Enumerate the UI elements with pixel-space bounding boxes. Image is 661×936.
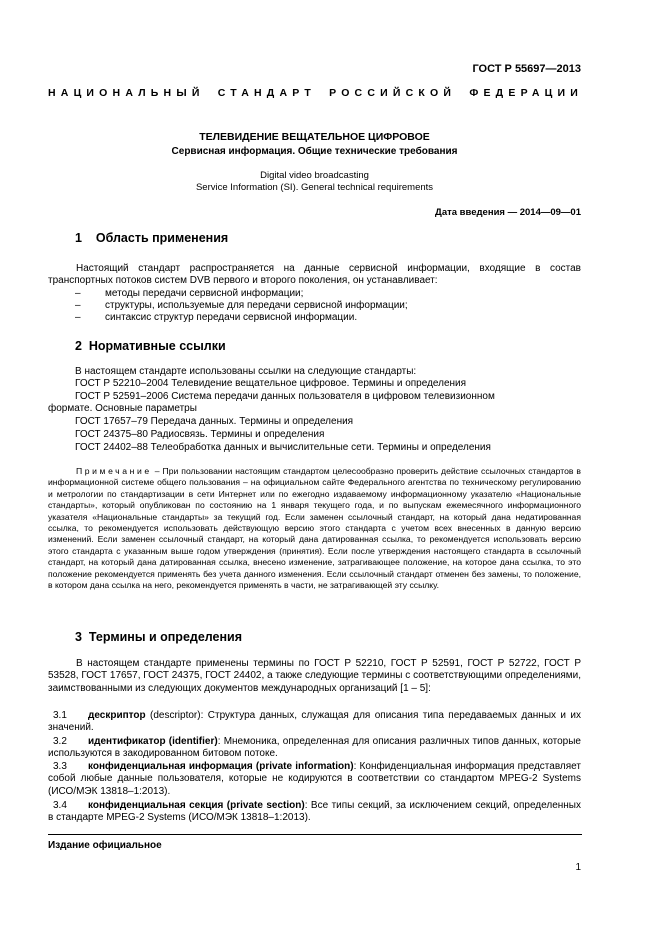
section3-heading: 3 Термины и определения xyxy=(75,630,243,644)
term-number: 3.2 xyxy=(53,736,67,747)
edition-label: Издание официальное xyxy=(48,840,162,851)
term-definition: : Мнемоника, определенная для описания различных типов данных, которые используются в закодированном битовом потоке. xyxy=(48,736,581,760)
title-ru-main: ТЕЛЕВИДЕНИЕ ВЕЩАТЕЛЬНОЕ ЦИФРОВОЕ xyxy=(199,131,430,143)
term-number: 3.3 xyxy=(53,761,67,772)
note-paragraph xyxy=(48,466,581,591)
section3-intro: В настоящем стандарте применены термины по ГОСТ Р 52210, ГОСТ Р 52591, ГОСТ Р 52722, ГОСТ Р 53528, ГОСТ 17657, ГОСТ 24375, ГОСТ 24402, а также следующие термины с соответствующими определениями, заимствованными из следующих документов международных организаций [1 – 5]: xyxy=(48,658,581,694)
title-en-main: Digital video broadcasting xyxy=(260,170,369,181)
note-label: Примечание xyxy=(76,466,152,476)
term-en: (private information) xyxy=(252,761,354,772)
footer-divider xyxy=(48,834,582,835)
term-definition: : Все типы секций, за исключением секций, определенных в стандарте MPEG-2 Systems (ИСО/МЭК 13818–1:2013). xyxy=(48,800,581,824)
page-number: 1 xyxy=(575,862,581,873)
term-definition: : Конфиденциальная информация представляет собой любые данные пользователя, которые не кодируются в соответствии со стандартом MPEG-2 Systems (ИСО/МЭК 13818–1:2013). xyxy=(48,761,581,797)
reference-item: ГОСТ 17657–79 Передача данных. Термины и определения xyxy=(75,416,354,427)
list-item-text: структуры, используемые для передачи сервисной информации; xyxy=(105,300,408,311)
term-entry xyxy=(48,761,581,798)
dash-marker: – xyxy=(75,312,81,323)
reference-item: ГОСТ 24402–88 Телеобработка данных и вычислительные сети. Термины и определения xyxy=(75,442,491,453)
dash-marker: – xyxy=(75,288,81,299)
dash-marker: – xyxy=(75,300,81,311)
reference-item: ГОСТ Р 52210–2004 Телевидение вещательное цифровое. Термины и определения xyxy=(75,378,467,389)
term-name: конфиденциальная секция xyxy=(88,800,224,811)
term-name: дескриптор xyxy=(88,710,146,721)
national-standard-banner: НАЦИОНАЛЬНЫЙ СТАНДАРТ РОССИЙСКОЙ ФЕДЕРАЦИИ xyxy=(48,87,583,99)
intro-date: Дата введения — 2014—09—01 xyxy=(435,207,581,218)
reference-item: ГОСТ Р 52591–2006 Система передачи данных пользователя в цифровом телевизионном xyxy=(75,391,495,402)
note-text: – При пользовании настоящим стандартом целесообразно проверить действие ссылочных стандартов в информационной системе общего пользования – на официальном сайте Федерального агентства по техническому регулированию и метрологии по стандартизации в сети Интернет или по ежегодно издаваемому информационному указателю «Национальные стандарты», который опубликован по состоянию на 1 января текущего года, и по выпускам ежемесячного информационного указателя «Национальные стандарты» за текущий год. Если заменен ссылочный стандарт, на который дана недатированная ссылка, то рекомендуется использовать действующую версию этого стандарта с учетом всех внесенных в данную версию изменений. Если заменен ссылочный стандарт, на который дана датированная ссылка, то рекомендуется использовать версию этого стандарта с указанным выше годом утверждения (принятия). Если после утверждения настоящего стандарта в ссылочный стандарт, на который дана датированная ссылка, внесено изменение, затрагивающее положение, на которое дана ссылка, то это положение рекомендуется применять без учета данного изменения. Если ссылочный стандарт отменен без замены, то положение, в котором дана ссылка на него, рекомендуется применять в части, не затрагивающей эту ссылку. xyxy=(48,466,581,591)
list-item-text: синтаксис структур передачи сервисной информации. xyxy=(105,312,358,323)
section1-list-item xyxy=(75,312,357,323)
term-en: (private section) xyxy=(223,800,305,811)
title-en-sub: Service Information (SI). General technical requirements xyxy=(195,182,434,193)
term-en: (identifier) xyxy=(165,736,218,747)
list-item-text: методы передачи сервисной информации; xyxy=(105,288,304,299)
section1-list-item xyxy=(75,288,303,299)
term-definition: : Структура данных, служащая для описания типа передаваемых данных и их значений. xyxy=(48,710,581,734)
section1-heading: 1 Область применения xyxy=(75,231,229,245)
term-entry xyxy=(48,800,581,825)
title-ru-sub: Сервисная информация. Общие технические требования xyxy=(171,146,458,157)
term-entry xyxy=(48,710,581,735)
gost-code: ГОСТ Р 55697—2013 xyxy=(472,63,581,75)
section1-paragraph: Настоящий стандарт распространяется на данные сервисной информации, входящие в состав транспортных потоков систем DVB первого и второго поколения, он устанавливает: xyxy=(48,263,581,287)
term-number: 3.4 xyxy=(53,800,67,811)
section2-heading: 2 Нормативные ссылки xyxy=(75,339,226,353)
term-name: идентификатор xyxy=(88,736,166,747)
reference-item: ГОСТ 24375–80 Радиосвязь. Термины и определения xyxy=(75,429,325,440)
term-entry xyxy=(48,736,581,761)
reference-item-continuation: формате. Основные параметры xyxy=(48,403,197,414)
term-number: 3.1 xyxy=(53,710,67,721)
section1-list-item xyxy=(75,300,408,311)
term-name: конфиденциальная информация xyxy=(88,761,253,772)
term-en: (descriptor) xyxy=(145,710,201,721)
refs-intro: В настоящем стандарте использованы ссылки на следующие стандарты: xyxy=(75,366,417,377)
